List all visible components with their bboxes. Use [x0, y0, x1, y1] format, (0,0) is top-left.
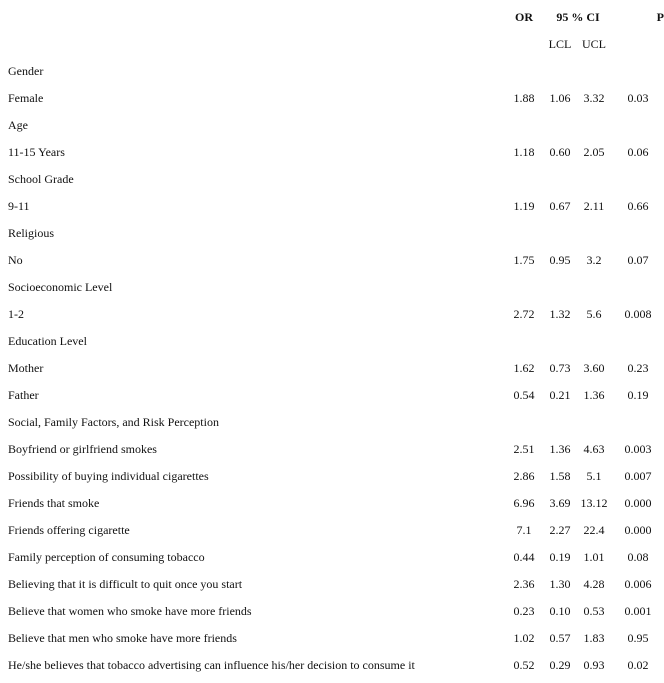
ucl-value [576, 112, 612, 139]
ucl-value: 2.05 [583, 145, 605, 159]
or-value: 0.44 [513, 550, 535, 564]
or-value [504, 58, 544, 85]
p-value: 0.000 [624, 496, 652, 510]
table-row [2, 274, 664, 301]
row-label: Education Level [8, 334, 87, 348]
row-label: No [8, 253, 23, 267]
p-header: P [656, 10, 664, 24]
p-value [612, 166, 664, 193]
row-label: Gender [8, 64, 44, 78]
or-value: 2.36 [513, 577, 535, 591]
row-label: Believe that men who smoke have more friends [8, 631, 237, 645]
lcl-value [544, 220, 576, 247]
lcl-value: 0.57 [549, 631, 571, 645]
p-value [612, 58, 664, 85]
table-row [2, 220, 664, 247]
p-value: 0.66 [627, 199, 649, 213]
p-value: 0.06 [627, 145, 649, 159]
or-value: 1.02 [513, 631, 535, 645]
row-label: Social, Family Factors, and Risk Perception [8, 415, 219, 429]
row-label: Believe that women who smoke have more friends [8, 604, 252, 618]
odds-ratio-table [2, 4, 664, 679]
row-label: Possibility of buying individual cigarettes [8, 469, 209, 483]
table-row [2, 409, 664, 436]
or-header: OR [515, 10, 533, 24]
lcl-value [544, 58, 576, 85]
lcl-value [544, 328, 576, 355]
lcl-value: 0.21 [549, 388, 571, 402]
p-value [612, 220, 664, 247]
ucl-value: 1.36 [583, 388, 605, 402]
p-value: 0.95 [627, 631, 649, 645]
ucl-value: 0.93 [583, 658, 605, 672]
p-value [612, 274, 664, 301]
row-label: Friends that smoke [8, 496, 100, 510]
table-row [2, 571, 664, 598]
row-label: Female [8, 91, 44, 105]
table-row [2, 490, 664, 517]
table-row [2, 58, 664, 85]
lcl-value: 0.67 [549, 199, 571, 213]
table-body [2, 58, 664, 679]
row-label: Friends offering cigarette [8, 523, 130, 537]
ucl-value [576, 274, 612, 301]
lcl-value: 0.19 [549, 550, 571, 564]
lcl-value: 1.58 [549, 469, 571, 483]
row-label: Age [8, 118, 28, 132]
ci-header: 95 % CI [556, 10, 600, 24]
table-row [2, 436, 664, 463]
table-row [2, 382, 664, 409]
or-value: 2.72 [513, 307, 535, 321]
or-value: 1.75 [513, 253, 535, 267]
subheader-spacer [504, 31, 544, 58]
ucl-value: 1.83 [583, 631, 605, 645]
lcl-value: 2.27 [549, 523, 571, 537]
p-value: 0.000 [624, 523, 652, 537]
ucl-value: 1.01 [583, 550, 605, 564]
lcl-value: 0.73 [549, 361, 571, 375]
p-value [612, 409, 664, 436]
or-value: 1.18 [513, 145, 535, 159]
ucl-value [576, 328, 612, 355]
lcl-value: 3.69 [549, 496, 571, 510]
table-row [2, 328, 664, 355]
table-row [2, 166, 664, 193]
ucl-value [576, 58, 612, 85]
label-header [2, 4, 504, 31]
ucl-value: 0.53 [583, 604, 605, 618]
subheader-spacer [612, 31, 664, 58]
or-value: 1.62 [513, 361, 535, 375]
p-value: 0.007 [624, 469, 652, 483]
subheader-row [2, 31, 664, 58]
ucl-value [576, 220, 612, 247]
lcl-value: 1.30 [549, 577, 571, 591]
lcl-value [544, 274, 576, 301]
row-label: He/she believes that tobacco advertising can influence his/her decision to consume it [8, 658, 415, 672]
lcl-value [544, 112, 576, 139]
p-value: 0.08 [627, 550, 649, 564]
ucl-value: 5.1 [586, 469, 602, 483]
row-label: Boyfriend or girlfriend smokes [8, 442, 157, 456]
ucl-value: 13.12 [580, 496, 608, 510]
p-value: 0.19 [627, 388, 649, 402]
ucl-value: 5.6 [586, 307, 602, 321]
lcl-value: 0.10 [549, 604, 571, 618]
p-value: 0.008 [624, 307, 652, 321]
lcl-value: 1.06 [549, 91, 571, 105]
or-value [504, 220, 544, 247]
lcl-value: 0.95 [549, 253, 571, 267]
lcl-value [544, 409, 576, 436]
lcl-value: 0.60 [549, 145, 571, 159]
or-value: 6.96 [513, 496, 535, 510]
table-row [2, 652, 664, 679]
lcl-value: 1.32 [549, 307, 571, 321]
ucl-value: 3.32 [583, 91, 605, 105]
ucl-value: 22.4 [583, 523, 605, 537]
ucl-header: UCL [582, 37, 606, 51]
p-value: 0.23 [627, 361, 649, 375]
row-label: Religious [8, 226, 55, 240]
p-value: 0.003 [624, 442, 652, 456]
row-label: Believing that it is difficult to quit once you start [8, 577, 243, 591]
row-label: 11-15 Years [8, 145, 65, 159]
or-value: 0.54 [513, 388, 535, 402]
row-label: Father [8, 388, 39, 402]
or-value: 2.86 [513, 469, 535, 483]
table-row [2, 598, 664, 625]
or-value [504, 409, 544, 436]
table-row [2, 517, 664, 544]
p-value: 0.02 [627, 658, 649, 672]
lcl-value: 0.29 [549, 658, 571, 672]
p-value [612, 112, 664, 139]
or-value: 2.51 [513, 442, 535, 456]
table-row [2, 139, 664, 166]
table-row [2, 193, 664, 220]
table-row [2, 544, 664, 571]
p-value: 0.03 [627, 91, 649, 105]
row-label: Socioeconomic Level [8, 280, 113, 294]
ucl-value: 4.28 [583, 577, 605, 591]
or-value [504, 166, 544, 193]
lcl-value [544, 166, 576, 193]
table-row [2, 625, 664, 652]
ucl-value [576, 166, 612, 193]
table-row [2, 247, 664, 274]
table-row [2, 355, 664, 382]
row-label: 1-2 [8, 307, 24, 321]
table-row [2, 85, 664, 112]
row-label: 9-11 [8, 199, 30, 213]
ucl-value: 2.11 [583, 199, 605, 213]
table-row [2, 112, 664, 139]
or-value: 0.52 [513, 658, 535, 672]
header-row [2, 4, 664, 31]
p-value: 0.001 [624, 604, 652, 618]
ucl-value: 3.60 [583, 361, 605, 375]
table-row [2, 463, 664, 490]
or-value: 1.88 [513, 91, 535, 105]
ucl-value [576, 409, 612, 436]
or-value [504, 274, 544, 301]
or-value: 1.19 [513, 199, 535, 213]
row-label: School Grade [8, 172, 74, 186]
p-value: 0.006 [624, 577, 652, 591]
ucl-value: 4.63 [583, 442, 605, 456]
p-value [612, 328, 664, 355]
ucl-value: 3.2 [586, 253, 602, 267]
or-value [504, 112, 544, 139]
table-row [2, 301, 664, 328]
or-value [504, 328, 544, 355]
p-value: 0.07 [627, 253, 649, 267]
subheader-spacer [2, 31, 504, 58]
lcl-header: LCL [548, 37, 572, 51]
lcl-value: 1.36 [549, 442, 571, 456]
or-value: 0.23 [513, 604, 535, 618]
row-label: Mother [8, 361, 44, 375]
or-value: 7.1 [516, 523, 532, 537]
row-label: Family perception of consuming tobacco [8, 550, 205, 564]
